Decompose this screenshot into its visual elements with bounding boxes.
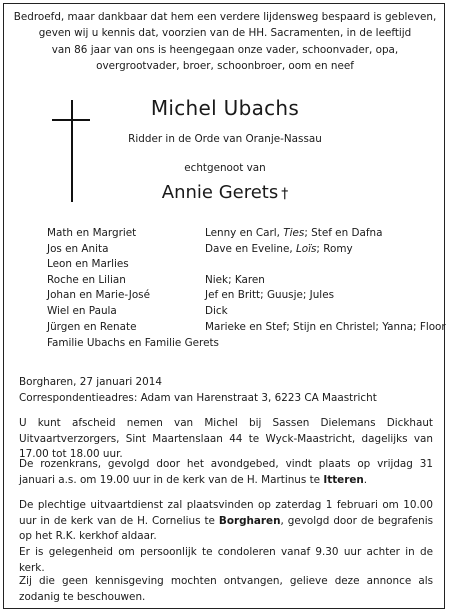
family-children: Marieke en Stef; Stijn en Christel; Yanna; Floor [205,320,446,333]
family-couple: Leon en Marlies [47,258,129,271]
intro-line: van 86 jaar van ons is heengegaan onze vader, schoonvader, opa, [51,43,399,56]
family-children: Dick [205,304,228,317]
family-couple: Wiel en Paula [47,304,117,317]
intro-text [8,9,442,75]
family-children: Jef en Britt; Guusje; Jules [205,289,335,302]
spouse-intro: echtgenoot van [184,162,266,174]
notice-paragraph: Zij die geen kennisgeving mochten ontvangen, gelieve deze annonce als zodanig te beschouwen. [19,575,433,603]
family-couple: Roche en Lilian [47,273,126,286]
correspondence-address: Correspondentieadres: Adam van Harenstraat 3, 6223 CA Maastricht [19,391,377,404]
place-date-block [19,375,433,406]
family-couple: Jos en Anita [47,242,109,255]
rosary-paragraph: De rozenkrans, gevolgd door het avondgebed, vindt plaats op vrijdag 31 januari a.s. om 19.00 uur in de kerk van de H. Martinus te Itteren. [19,458,433,486]
funeral-paragraph: De plechtige uitvaartdienst zal plaatsvinden op zaterdag 1 februari om 10.00 uur in de kerk van de H. Cornelius te Borgharen, gevolgd door de begrafenis op het R.K. kerkhof aldaar. [19,499,433,543]
family-children: Dave en Eveline, Loïs; Romy [205,242,353,255]
deceased-name: Michel Ubachs [150,96,300,120]
intro-line: overgrootvader, broer, schoonbroer, oom en neef [96,60,354,73]
spouse-name: Annie Gerets [161,182,279,203]
intro-line: geven wij u kennis dat, voorzien van de HH. Sacramenten, in de leeftijd [38,27,412,40]
family-children: Lenny en Carl, Ties; Stef en Dafna [205,227,383,239]
family-couple: Math en Margriet [47,227,137,239]
families-line: Familie Ubachs en Familie Gerets [47,337,219,349]
dagger-mark: † [281,186,289,202]
family-children: Niek; Karen [205,273,265,286]
spouse-line [0,182,450,203]
order-title: Ridder in de Orde van Oranje-Nassau [128,133,322,145]
intro-line: Bedroefd, maar dankbaar dat hem een verdere lijdensweg bespaard is gebleven, [13,11,437,23]
condolence-paragraph: Er is gelegenheid om persoonlijk te condoleren vanaf 9.30 uur achter in de kerk. [19,546,433,574]
farewell-paragraph: U kunt afscheid nemen van Michel bij Sassen Dielemans Dickhaut Uitvaartverzorgers, Sint Maartenslaan 44 te Wyck-Maastricht, dagelijks van 17.00 tot 18.00 uur. [19,417,433,461]
family-couple: Jürgen en Renate [47,320,137,333]
family-couple: Johan en Marie-José [47,289,150,302]
place-date: Borgharen, 27 januari 2014 [19,376,162,388]
